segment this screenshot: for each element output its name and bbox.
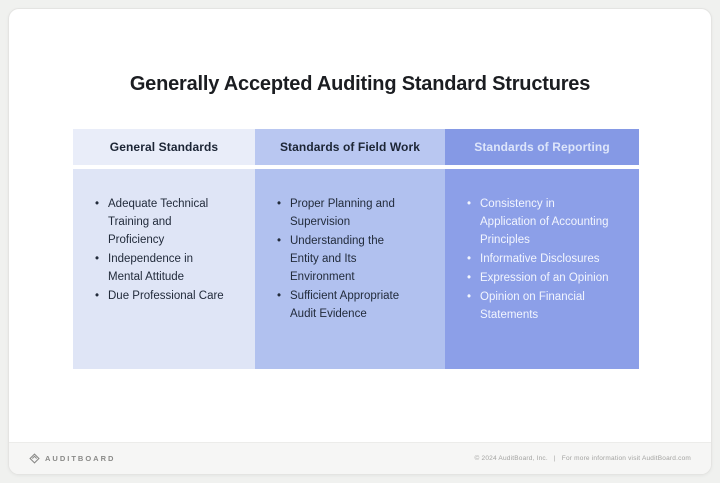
list-item: • Proper Planning and Supervision	[277, 195, 413, 231]
column-reporting	[445, 129, 639, 369]
column-header-general-standards: General Standards	[73, 129, 255, 165]
column-body-field-work	[255, 169, 445, 369]
list-item: • Sufficient Appropriate Audit Evidence	[277, 287, 413, 323]
column-body-reporting	[445, 169, 639, 369]
list-item: • Adequate Technical Training and Proficiency	[95, 195, 229, 249]
list-item: • Expression of an Opinion	[467, 269, 611, 287]
column-header-field-work: Standards of Field Work	[255, 129, 445, 165]
auditboard-wordmark: AUDITBOARD	[45, 454, 116, 463]
column-header-reporting: Standards of Reporting	[445, 129, 639, 165]
footer-separator: |	[553, 455, 556, 462]
footer-info: For more information visit AuditBoard.com	[561, 455, 691, 462]
list-item: • Informative Disclosures	[467, 250, 611, 268]
column-field-work	[255, 129, 445, 369]
auditboard-logo	[29, 453, 115, 464]
bullet-list-general-standards	[73, 169, 255, 305]
footer-legal	[475, 455, 691, 462]
footer-bar	[9, 442, 711, 474]
list-item: • Due Professional Care	[95, 287, 229, 305]
list-item: • Opinion on Financial Statements	[467, 288, 611, 324]
list-item: • Consistency in Application of Accounting Principles	[467, 195, 611, 249]
column-general-standards	[73, 129, 255, 369]
list-item: • Independence in Mental Attitude	[95, 250, 229, 286]
page-title: Generally Accepted Auditing Standard Structures	[129, 73, 591, 95]
column-body-general-standards	[73, 169, 255, 369]
standards-table	[73, 129, 639, 369]
list-item: • Understanding the Entity and Its Environment	[277, 232, 413, 286]
slide-card	[8, 8, 712, 475]
bullet-list-reporting	[445, 169, 639, 324]
bullet-list-field-work	[255, 169, 445, 323]
auditboard-mark-icon	[29, 453, 40, 464]
footer-copyright: © 2024 AuditBoard, Inc.	[474, 455, 548, 462]
